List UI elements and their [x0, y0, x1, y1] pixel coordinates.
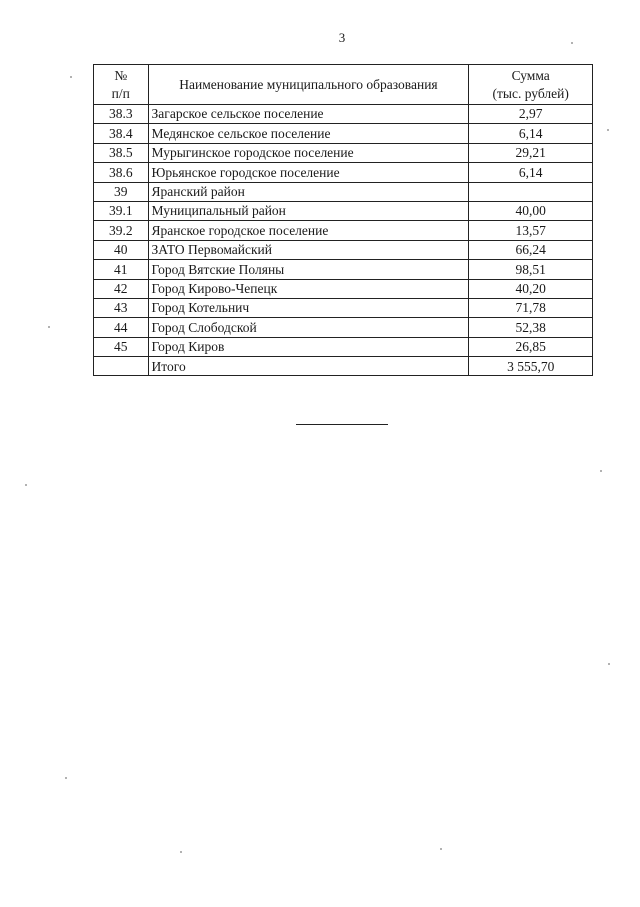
- header-name: Наименование муниципального образования: [148, 65, 469, 105]
- scan-speck: [180, 851, 182, 853]
- row-sum: 29,21: [469, 143, 593, 162]
- row-sum: 2,97: [469, 105, 593, 124]
- row-name: Город Слободской: [148, 318, 469, 337]
- row-number: 38.6: [94, 163, 149, 182]
- table-row: [94, 240, 593, 259]
- allocation-table: [93, 64, 593, 376]
- row-sum: 40,00: [469, 201, 593, 220]
- row-name: Юрьянское городское поселение: [148, 163, 469, 182]
- scan-speck: [607, 129, 609, 131]
- row-name: Яранское городское поселение: [148, 221, 469, 240]
- table-total-row: [94, 357, 593, 376]
- row-sum: 26,85: [469, 337, 593, 356]
- row-sum: 13,57: [469, 221, 593, 240]
- row-name: Яранский район: [148, 182, 469, 201]
- row-number: 41: [94, 260, 149, 279]
- table-row: [94, 105, 593, 124]
- separator-line: [296, 424, 388, 425]
- total-label: Итого: [148, 357, 469, 376]
- header-sum-line1: Сумма: [511, 67, 550, 83]
- row-number: 38.4: [94, 124, 149, 143]
- table-row: [94, 221, 593, 240]
- row-name: Город Котельнич: [148, 298, 469, 317]
- row-name: Медянское сельское поселение: [148, 124, 469, 143]
- row-sum: 98,51: [469, 260, 593, 279]
- scan-speck: [70, 76, 72, 78]
- scan-speck: [65, 777, 67, 779]
- scan-speck: [571, 42, 573, 44]
- table-row: [94, 337, 593, 356]
- table-row: [94, 318, 593, 337]
- row-sum: 52,38: [469, 318, 593, 337]
- row-sum: 40,20: [469, 279, 593, 298]
- total-sum: 3 555,70: [469, 357, 593, 376]
- row-name: Город Киров: [148, 337, 469, 356]
- table-row: [94, 163, 593, 182]
- header-number-line1: №: [114, 67, 128, 83]
- row-sum: 66,24: [469, 240, 593, 259]
- row-number: 38.3: [94, 105, 149, 124]
- row-number: 45: [94, 337, 149, 356]
- header-sum-line2: (тыс. рублей): [492, 85, 569, 101]
- total-number: [94, 357, 149, 376]
- table-row: [94, 124, 593, 143]
- row-name: Загарское сельское поселение: [148, 105, 469, 124]
- row-number: 39: [94, 182, 149, 201]
- row-name: Мурыгинское городское поселение: [148, 143, 469, 162]
- row-name: ЗАТО Первомайский: [148, 240, 469, 259]
- header-sum: [469, 65, 593, 105]
- scan-speck: [48, 326, 50, 328]
- table-row: [94, 298, 593, 317]
- scan-speck: [25, 484, 27, 486]
- row-sum: [469, 182, 593, 201]
- scan-speck: [440, 848, 442, 850]
- row-sum: 6,14: [469, 163, 593, 182]
- row-number: 43: [94, 298, 149, 317]
- page-number: 3: [338, 30, 346, 45]
- row-name: Город Кирово-Чепецк: [148, 279, 469, 298]
- row-number: 40: [94, 240, 149, 259]
- header-number-line2: п/п: [111, 85, 130, 101]
- header-number: [94, 65, 149, 105]
- row-number: 39.2: [94, 221, 149, 240]
- row-number: 44: [94, 318, 149, 337]
- scan-speck: [600, 470, 602, 472]
- row-number: 38.5: [94, 143, 149, 162]
- table-row: [94, 260, 593, 279]
- table-row: [94, 182, 593, 201]
- row-sum: 6,14: [469, 124, 593, 143]
- scan-speck: [608, 663, 610, 665]
- row-name: Город Вятские Поляны: [148, 260, 469, 279]
- table-row: [94, 201, 593, 220]
- row-number: 42: [94, 279, 149, 298]
- row-sum: 71,78: [469, 298, 593, 317]
- row-name: Муниципальный район: [148, 201, 469, 220]
- table-row: [94, 279, 593, 298]
- row-number: 39.1: [94, 201, 149, 220]
- table-header-row: [94, 65, 593, 105]
- table-row: [94, 143, 593, 162]
